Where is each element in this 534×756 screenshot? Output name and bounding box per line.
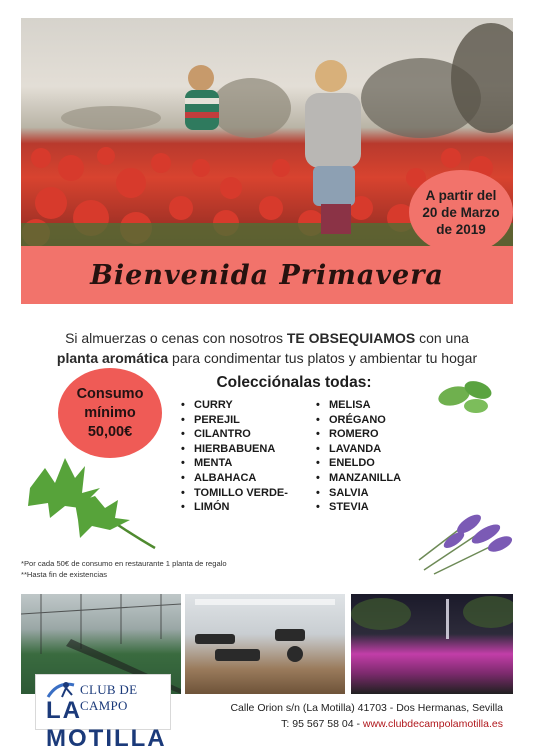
consumo-line-1: Consumo <box>76 385 144 402</box>
footnote-2: **Hasta fin de existencias <box>21 570 108 579</box>
mint-icon <box>436 376 496 416</box>
intro-text-3: para condimentar tus platos y ambientar tu hogar <box>168 350 478 366</box>
parsley-icon <box>20 448 160 552</box>
list-item: • MANZANILLA <box>316 471 426 486</box>
intro-bold-1: TE OBSEQUIAMOS <box>286 330 416 346</box>
footnotes <box>21 558 227 580</box>
list-item: • SALVIA <box>316 486 426 501</box>
list-item: • TOMILLO VERDE- <box>181 486 301 501</box>
badge-line-2: 20 de Marzo <box>422 204 500 220</box>
list-item: • STEVIA <box>316 500 426 515</box>
lavender-icon <box>414 510 514 578</box>
list-item: • MELISA <box>316 398 426 413</box>
badge-line-3: de 2019 <box>436 221 486 237</box>
list-item: • PEREJIL <box>181 413 301 428</box>
footnote-1: *Por cada 50€ de consumo en restaurante 1 planta de regalo <box>21 559 227 568</box>
logo-name-text: LA MOTILLA <box>46 697 167 752</box>
list-item: • ORÉGANO <box>316 413 426 428</box>
phone-web-line <box>230 716 503 732</box>
list-item: • HIERBABUENA <box>181 442 301 457</box>
contact-info <box>230 700 503 732</box>
separator: - <box>353 718 363 730</box>
intro-text-2: con una <box>415 330 469 346</box>
intro-line-1 <box>0 328 534 348</box>
list-item: • LAVANDA <box>316 442 426 457</box>
child-left <box>185 65 219 130</box>
plant-list-1 <box>181 398 301 515</box>
list-item: • MENTA <box>181 456 301 471</box>
consumo-line-3: 50,00€ <box>87 423 133 440</box>
page-title: Bienvenida Primavera <box>90 259 444 291</box>
list-item: • ALBAHACA <box>181 471 301 486</box>
minimum-spend-badge <box>58 368 162 458</box>
intro-line-2 <box>0 348 534 368</box>
collection-title: Colecciónalas todas: <box>216 374 372 391</box>
address: Calle Orion s/n (La Motilla) 41703 - Dos Hermanas, Sevilla <box>230 702 503 714</box>
intro-text-1: Si almuerzas o cenas con nosotros <box>65 330 287 346</box>
website-link[interactable]: www.clubdecampolamotilla.es <box>362 718 503 730</box>
gym-photo <box>185 594 345 694</box>
list-item: • ENELDO <box>316 456 426 471</box>
title-banner <box>21 246 513 304</box>
date-badge <box>409 170 513 254</box>
phone: T: 95 567 58 04 <box>281 718 354 730</box>
intro-bold-2: planta aromática <box>56 350 169 366</box>
list-item: • CILANTRO <box>181 427 301 442</box>
consumo-line-2: mínimo <box>84 404 136 421</box>
list-item: • ROMERO <box>316 427 426 442</box>
club-logo <box>35 674 171 752</box>
footer <box>21 682 513 752</box>
plant-list-2 <box>316 398 426 515</box>
logo-top-text: CLUB DE CAMPO <box>80 682 138 713</box>
list-item-continuation: • LIMÓN <box>181 500 301 515</box>
intro-text <box>0 328 534 368</box>
list-item: • CURRY <box>181 398 301 413</box>
badge-line-1: A partir del <box>425 187 497 203</box>
pool-night-photo <box>351 594 513 694</box>
